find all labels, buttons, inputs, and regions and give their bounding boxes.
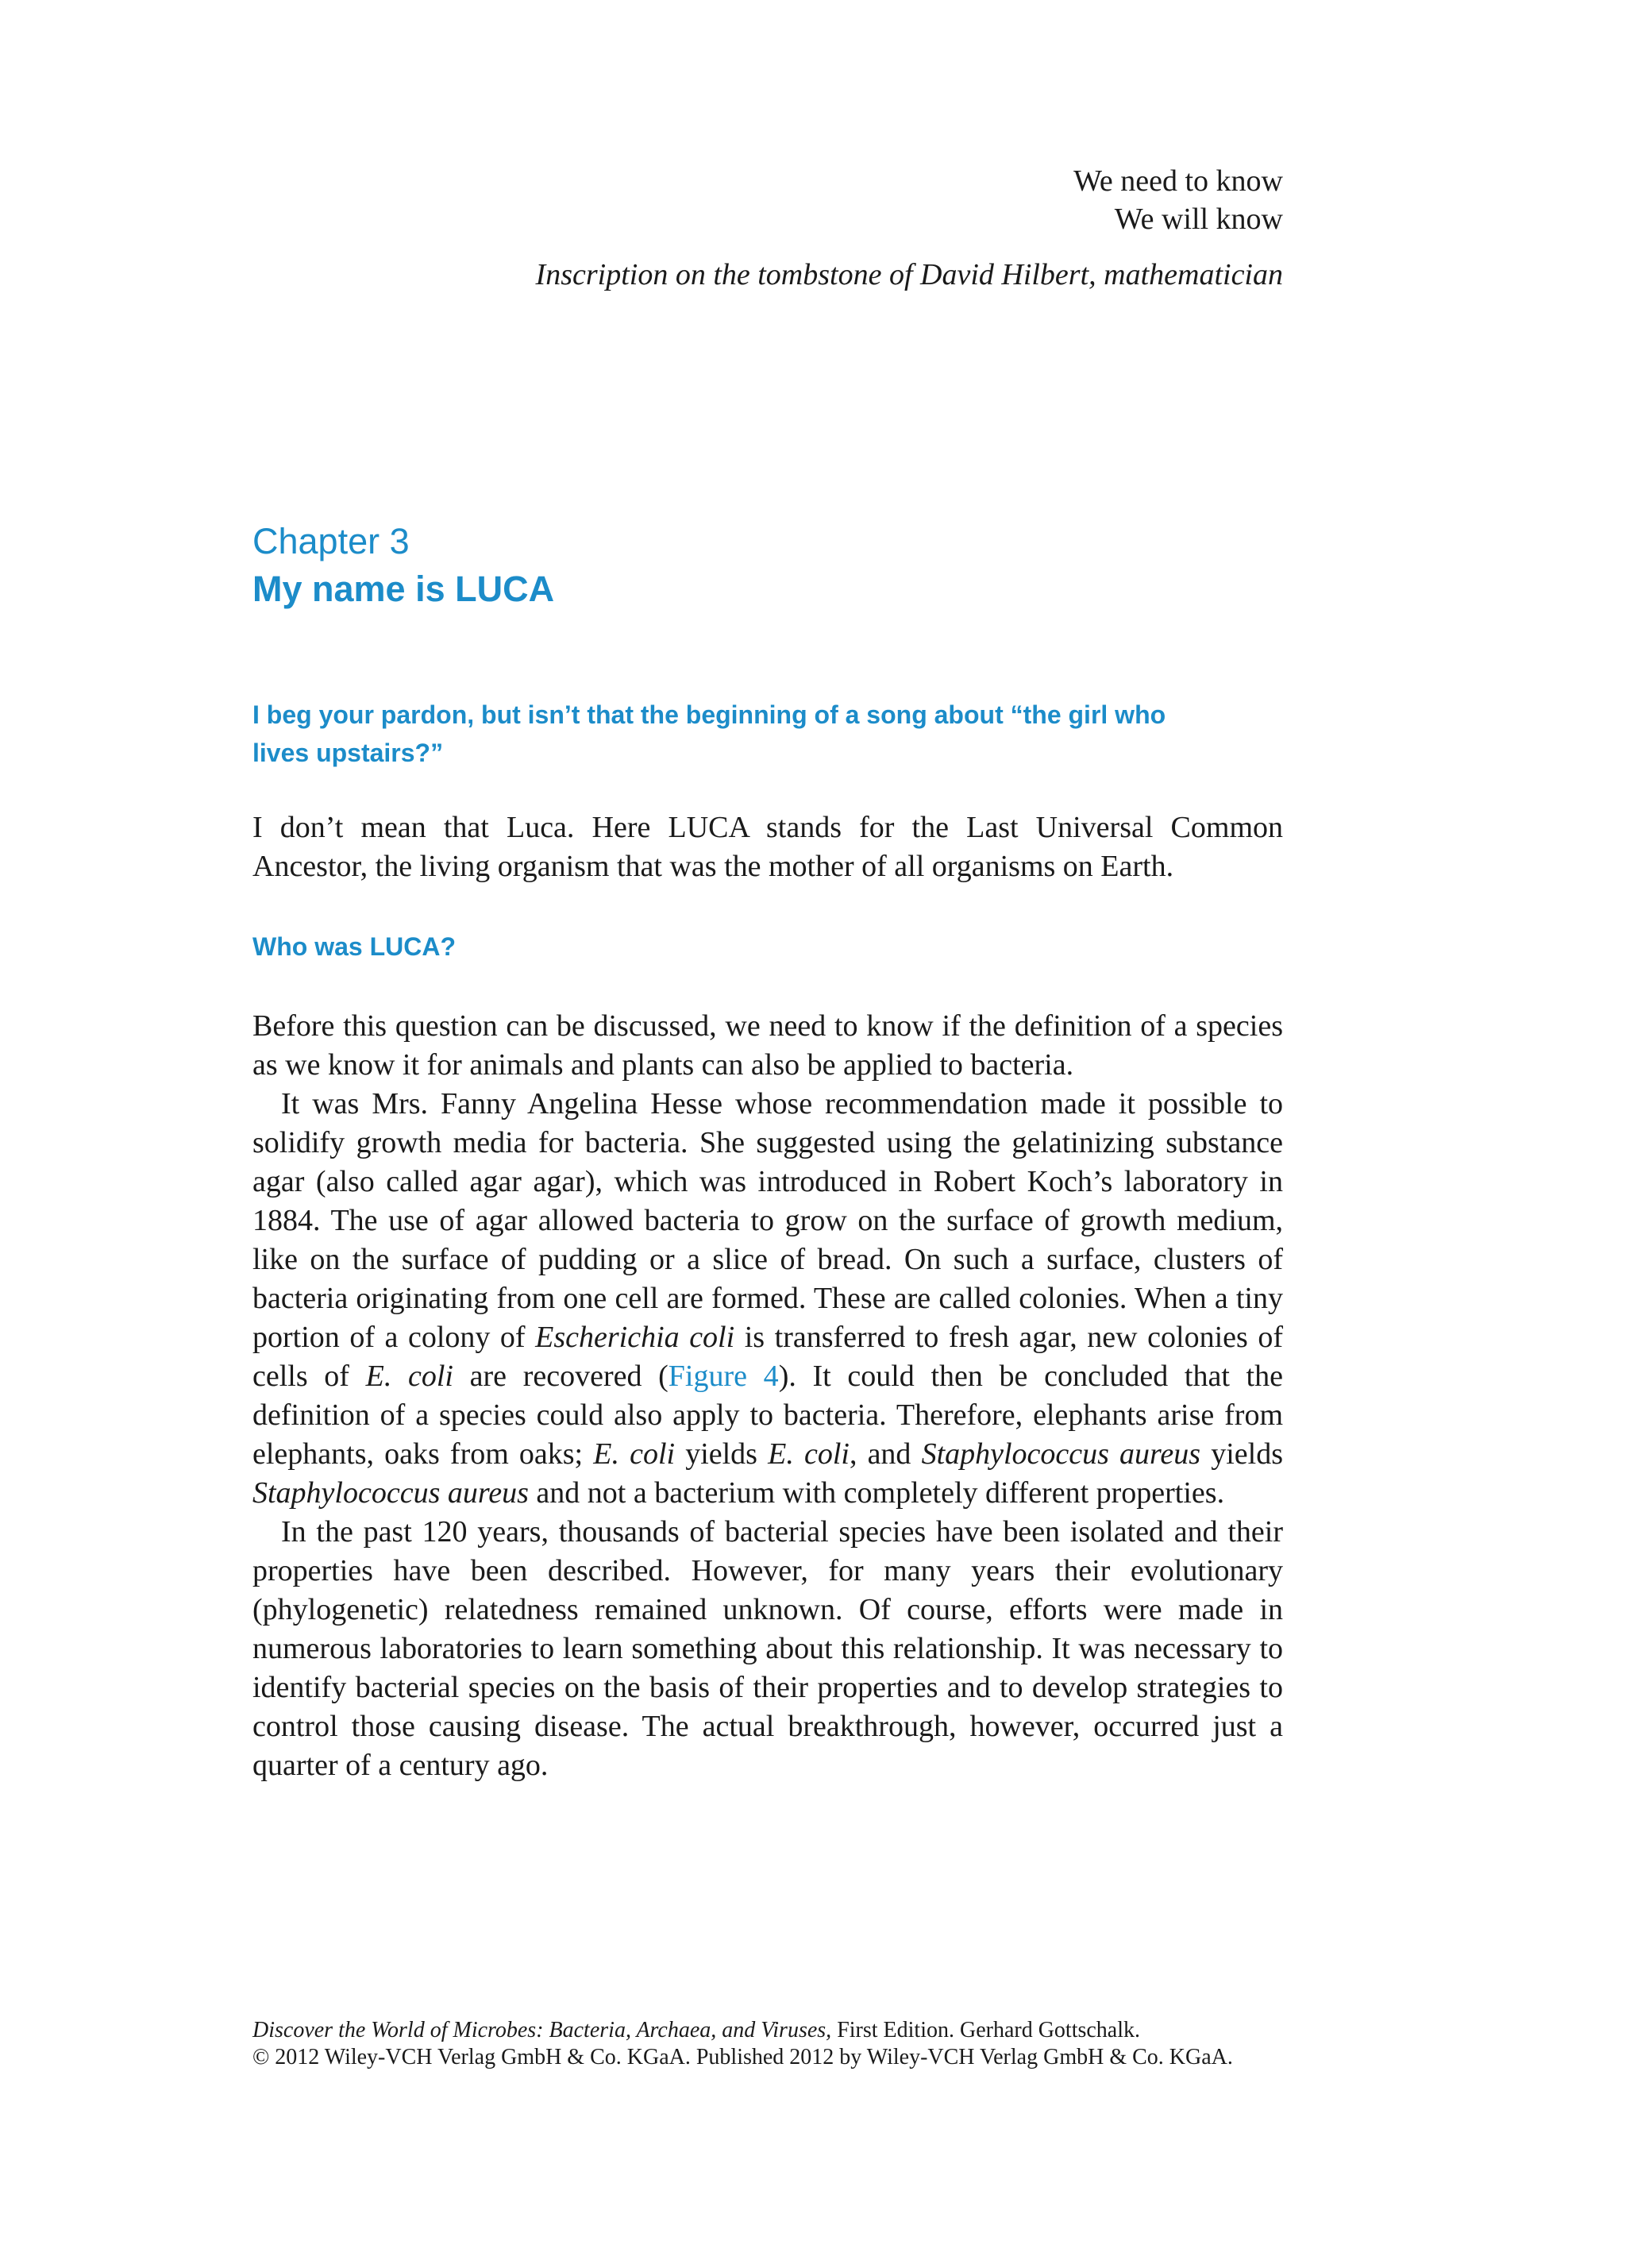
paragraph-species-question: Before this question can be discussed, we need to know if the definition of a species as we know it for animals and plants can also be applied to bacteria. <box>252 1009 1283 1082</box>
section-heading-who-was-luca: Who was LUCA? <box>252 932 456 961</box>
chapter-heading <box>252 518 554 613</box>
chapter-number: Chapter 3 <box>252 521 410 561</box>
paragraph-agar-history: It was Mrs. Fanny Angelina Hesse whose recommendation made it possible to solidify growth media for bacteria. She suggested using the gelatinizing substance agar (also called agar agar), which was introduced in Robert Koch’s laboratory in 1884. The use of agar allowed bacteria to grow on the surface of growth medium, like on the surface of pudding or a slice of bread. On such a surface, clusters of bacteria originating from one cell are formed. These are called colonies. When a tiny portion of a colony of Escherichia coli is transferred to fresh agar, new colonies of cells of E. coli are recovered (Figure 4). It could then be concluded that the definition of a species could also apply to bacteria. Therefore, elephants arise from elephants, oaks from oaks; E. coli yields E. coli, and Staphylococcus aureus yields Staphylococcus aureus and not a bacterium with completely different properties. <box>252 1087 1283 1510</box>
book-title: Discover the World of Microbes: Bacteria, Archaea, and Viruses, <box>252 2018 832 2042</box>
copyright-footer <box>252 2017 1233 2071</box>
section-heading-song: I beg your pardon, but isn’t that the beginning of a song about “the girl who lives upstairs?” <box>252 700 1166 767</box>
species-name: Escherichia coli <box>535 1321 735 1354</box>
species-name: Staphylococcus aureus <box>252 1476 529 1510</box>
epigraph-line-2: We will know <box>1114 202 1283 236</box>
species-name: E. coli <box>365 1360 453 1393</box>
epigraph-source: Inscription on the tombstone of David Hilbert, mathematician <box>535 258 1283 291</box>
epigraph-line-1: We need to know <box>1073 164 1283 198</box>
book-citation <box>252 2017 1233 2044</box>
species-name: E. coli <box>768 1437 850 1471</box>
paragraph-phylogeny: In the past 120 years, thousands of bacterial species have been isolated and their properties have been described. However, for many years their evolutionary (phylogenetic) relatedness remained unknown. Of course, efforts were made in numerous laboratories to learn something about this relationship. It was necessary to identify bacterial species on the basis of their properties and to develop strategies to control those causing disease. The actual breakthrough, however, occurred just a quarter of a century ago. <box>252 1515 1283 1782</box>
paragraph-luca-definition: I don’t mean that Luca. Here LUCA stands for the Last Universal Common Ancestor, the living organism that was the mother of all organisms on Earth. <box>252 811 1283 883</box>
species-name: Staphylococcus aureus <box>921 1437 1201 1471</box>
copyright-line: © 2012 Wiley-VCH Verlag GmbH & Co. KGaA. Published 2012 by Wiley-VCH Verlag GmbH & Co. KGaA. <box>252 2045 1233 2069</box>
chapter-title: My name is LUCA <box>252 569 555 609</box>
species-name: E. coli <box>593 1437 676 1471</box>
chapter-body <box>252 696 1283 1785</box>
book-edition: First Edition. Gerhard Gottschalk. <box>831 2018 1141 2042</box>
epigraph <box>536 162 1283 294</box>
figure-4-link[interactable]: Figure 4 <box>668 1360 779 1393</box>
